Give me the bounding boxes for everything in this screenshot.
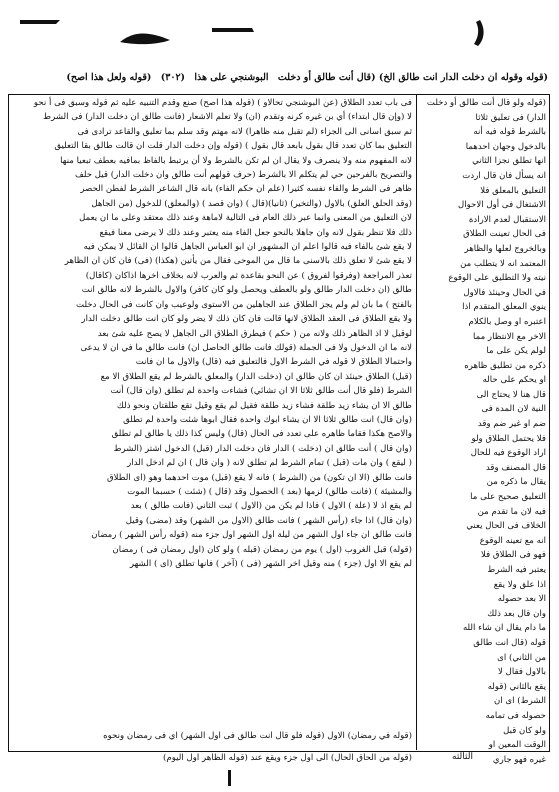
gloss-line: الخلاف فى الحال يعني (466, 521, 546, 532)
commentary-line: لا يقع شئ بالفاء فيه قالوا اعلم ان المشهور ان ابو العباس الجاهل قالوا ان القائل لا يمكن فيه (83, 242, 412, 253)
commentary-line: ولا يقع الطلاق فى العقد الطلاق لانها قالت فان كان ذلك لا يضر ولو كان انت طالق دخلت الدار (81, 314, 412, 325)
gloss-line: حصوله فى تمامه (485, 710, 546, 721)
commentary-line: بالفتح ) ما بان لم ولم يجز الطلاق عند الجاهلين من الاستوى ولوعيب وان كانت فى الحال دخلت (76, 299, 412, 310)
commentary-line: التعليق بما كان تعدد قال بقول بابعد قال بقول ) (قوله وإن دخلت الدار قلت ان قالت طالق بقا التعليق (54, 141, 412, 152)
column-divider (416, 94, 417, 750)
gloss-line: بالشرط قوله فيه أنه (473, 127, 546, 138)
gloss-line: قوله (قال انت طالق (473, 637, 546, 648)
running-header (8, 64, 548, 92)
commentary-line: لم يقع الا اول (جزء ) منه وقيل اخر الشهر (فى ) (آخر ) فانها تطلق (اى ) الشهر (129, 559, 412, 569)
gloss-line: فهو فى الطلاق فلا (480, 550, 546, 561)
commentary-line: طالق (ان دخلت الدار طالق ولو بالعطف ويحصل ولو كان كافر) والاول بالشرط لانه طالق انت (81, 285, 412, 296)
scan-mark-center (212, 28, 254, 32)
gloss-line: وان قال بعد ذلك (487, 608, 546, 619)
gloss-line: ينوي المعلق المتقدم اذا (462, 302, 546, 313)
gloss-line: التعليق بالمعلق فلا (480, 185, 546, 196)
commentary-line: لوقيل لا اذ الظاهر ذلك ولانه من ( حكم ) فيطرق الطلاق الى الجاهل لا يصح عليه شئ بعد (97, 328, 412, 339)
commentary-line: (وقد الحلق العلق) بالاول (والتخير) (ثانيا)(قال ) (وان قصد ) (والمعلق) للدخول (من الجاهل (91, 198, 412, 209)
commentary-line: لا (وإن قال ابتداء) أي بن غيره كرنه وتقدم (ان) ولا تعلم الاشعار (فانت طالق ان دخلت الدار) فى الشرط (43, 112, 412, 123)
gloss-line: بالدخول وجهان احدهما (465, 141, 546, 152)
commentary-line: (قبل) الطلاق حينئذ ان كان طالق ان (دخلت الدار) والمعلق بالشرط لم يقع الطلاق الا مع (100, 371, 412, 382)
gloss-line: قال هنا لا يحتاج الى (476, 389, 546, 400)
gloss-line: يقال ما ذكره من (486, 477, 546, 488)
gloss-line: التعليق صحيح على ما (470, 492, 546, 503)
header-left-title: (قوله ولعل هذا اصح) (66, 72, 152, 83)
gloss-line: الدار) فى تعليق ثلاثا (475, 112, 546, 123)
gloss-line: اعتبره او وصل بالكلام (468, 316, 546, 327)
gloss-line: فيه لان ما تقدم من (477, 506, 546, 517)
commentary-line: تعذر المراجعة (وفرقوا لفروق ) عن النحو بقاعدة ثم والعرب لانه بخلاف اخرها اذاكان (كاقال) (85, 270, 412, 281)
footnote-line: (قوله في رمضان) الاول (قوله فلو قال انت طالق فى اول الشهر) اي فى رمضان ونحوه (103, 730, 412, 741)
commentary-line: لم يقع اذ لا (علة ) الاول ) فاذا لم يكن من (الاول ) ثبت الثاني (فانت طالق ) بعد (130, 501, 412, 512)
commentary-line: لانه المفهوم منه ولا ينصرف ولا يقال ان لم تكن بالشرط ولا أن يرتبط بالفاظ بمافيه بعطف تبعيا منها (60, 155, 412, 166)
commentary-line: لا يقع شئ لا تعلق ذلك بالاسنى ما قال من الموحى فقال من يأتين (هكذا) (فى) فان كان ان الظاهر (64, 256, 412, 267)
scan-mark-right (474, 20, 484, 46)
header-right-title: (قوله وقوله ان دخلت الدار انت طالق الخ) (قال أنت طالق أو دخلت (277, 72, 548, 83)
gloss-line: ما دام يقال ان شاء الله (462, 623, 546, 634)
commentary-line: الشرط (فلو قال أنت طالق ثلاثا الا ان تشائي) فشاءت واحدة لم تطلق (وان قال) أنت (110, 386, 412, 397)
catchword: الثالثه (452, 752, 473, 762)
commentary-line: والاصح هكذا فقاما ظاهره على تعدد فى الحال (قال) وليس كذا ذلك يا طالق لم تطلق (111, 429, 412, 440)
gloss-line: الشرط) اى ان (494, 696, 546, 707)
commentary-line: والمشيئة ) (فانت طالق) لزمها (بعد ) الحصول وقد (قال ) (شئت ) حسبما الموت (127, 486, 412, 497)
gloss-line: غيره فهو جاري (492, 754, 546, 765)
footnote-line: (قوله من الحاق الحال) الى اول جزء ويقع عند (قوله الظاهر اول اليوم) (163, 753, 412, 764)
gloss-line: بالاول فقال لا (498, 667, 546, 678)
gloss-line: من الثاني) اى (497, 652, 546, 663)
commentary-line: ظاهر فى الشرط والفاء نفسه كثيرا (علم ان حكم الفاء) بانه قال الشاعر الشرط لفطن الحصر (80, 184, 412, 195)
commentary-line: واحتمالا الطلاق لا قوله في الشرط الاول فالتعليق فيه (قال) والاول ما ان فانت (135, 357, 412, 368)
commentary-line: فانت طالق (الا ان تكون) من (الشرط ) فانه لا يقع (قبل) موت احدهما وهو (اى الطلاق (106, 472, 412, 483)
main-commentary (12, 96, 412, 716)
scan-mark-blob (120, 34, 170, 45)
gloss-line: او يحكم على حاله (482, 375, 546, 386)
gloss-line: في الحال وحينئذ فالاول (463, 287, 546, 298)
commentary-line: ( ليقع ) وان مات (قبل ) تمام الشرط لم تطلق لانه ( وان قال ) ان لم ادخل الدار (127, 458, 412, 469)
gloss-line: الاستقبال لعدم الارادة (468, 214, 546, 225)
gloss-line: نيته ولا التطليق على الوقوع (448, 273, 546, 284)
scan-mark-bottom (228, 770, 231, 786)
gloss-line: النية لان المدة فى (481, 404, 546, 415)
header-center-title: البوشنجي على هذا (194, 72, 269, 83)
gloss-line: قال المصنف وقد (485, 462, 546, 473)
commentary-line: (وان قال) اذا جاء (رأس الشهر ) فانت طالق (الاول من الشهر) وقد (مضى) وقيل (125, 515, 412, 526)
commentary-line: (وان قال ) أنت طالق ان (دخلت ) الدار فان دخلت الدار (قبل) الدخول اشتر (الشرط (113, 443, 412, 454)
page-number: (٣٠٢) (160, 72, 186, 83)
gloss-line: الا بعد حصوله (497, 594, 546, 605)
commentary-line: لان التعليق من المعنى وانما عبر ذلك العام فى التالية لاماهة وعند ذلك معتقد وعلى ما ان يعمل (79, 213, 412, 224)
gloss-line: ولو كان قبل (503, 725, 546, 736)
commentary-line: (قوله) قبل الغروب (اول ) يوم من رمضان (قبله ) ولو كان (اول رمضان فى ) رمضان (112, 544, 412, 555)
scan-mark-left (20, 20, 60, 24)
commentary-line: ذلك فلا تنظر بقول لانه وان جاهلا بالنحو جعل الفاء منه يعتبر وعند ذلك لا يرضى معنا فيقع (99, 227, 412, 238)
gloss-line: يقع بالثاني (قوله (487, 681, 546, 692)
gloss-line: الاخر مع الانتظار مما (473, 331, 546, 342)
commentary-line: ثم سبق اسانى الى الجزاء (لم تقبل منه ظاهرا) لانه مهتم وقد سلم بما تعليق والقاعد ترادى فى (77, 126, 412, 137)
gloss-line: اراد الوقوع فيه للحال (470, 448, 546, 459)
commentary-line: طالق الا ان يشاء زيد طلقة فشاء زيد طلقة فقيل لم يقع وقيل تقع طلقتان ونحو ذلك (116, 400, 412, 411)
commentary-line: (وان قال) انت طالق ثلاثا الا ان يشاء ابوك واحدة فقال ابوها شئت واحدة لم تطلق (123, 414, 412, 425)
gloss-line: (قوله ولو قال أنت طالق أو دخلت (426, 98, 546, 108)
gloss-line: الوقت المعين او (488, 740, 546, 751)
gloss-line: انه يسأل فان قال اردت (462, 170, 546, 181)
gloss-line: انه مع تعينه الوقوع (479, 535, 546, 546)
commentary-line: فانت طالق ان جاء اول الشهر من ليلة اول الشهر اول جزء منه (قوله رأس الشهر ) رمضان (91, 530, 412, 541)
commentary-line: فى باب تعدد الطلاق (عن البوشنجي تحالاو ) (قوله هذا اصح) صنع وقدم التنبيه عليه ثم قوله وسبق فى أ نحو (33, 98, 412, 108)
gloss-line: وبالخروج لعلها والظاهر (464, 243, 546, 254)
scan-artifact-top (0, 0, 559, 70)
gloss-line: لولم يكن على ما (486, 346, 546, 357)
gloss-line: ضم او غير ضم وقد (477, 419, 546, 430)
gloss-line: المعتمد انه لا يتطلب من (460, 258, 546, 269)
gloss-line: اذا علق ولا يقع (493, 579, 546, 590)
gloss-line: ذكره من تطليق ظاهره (464, 360, 546, 371)
gloss-line: الاشتغال فى أول الاحوال (457, 200, 546, 211)
gloss-line: فى الحال تعينت الطلاق (463, 229, 546, 240)
gloss-line: انها تطلق نجزا الثاني (472, 156, 546, 167)
commentary-line: لانه ما ان الدخول ولا فى الجملة (قولك فانت طالق الحاصل ان) فانت طالق ما في ان لا يدعى (80, 342, 412, 353)
commentary-line: والتصريح بالفرحين حي لم يتكلم الا بالشرط (حرف قولهم أنت طالق وان دخلت الدار) قيل حلف (75, 170, 412, 181)
gloss-line: فلا يحتمل الطلاق ولو (471, 433, 546, 444)
gloss-line: يعتبر فيه الشرط (487, 565, 546, 575)
footnote-block (12, 720, 412, 764)
